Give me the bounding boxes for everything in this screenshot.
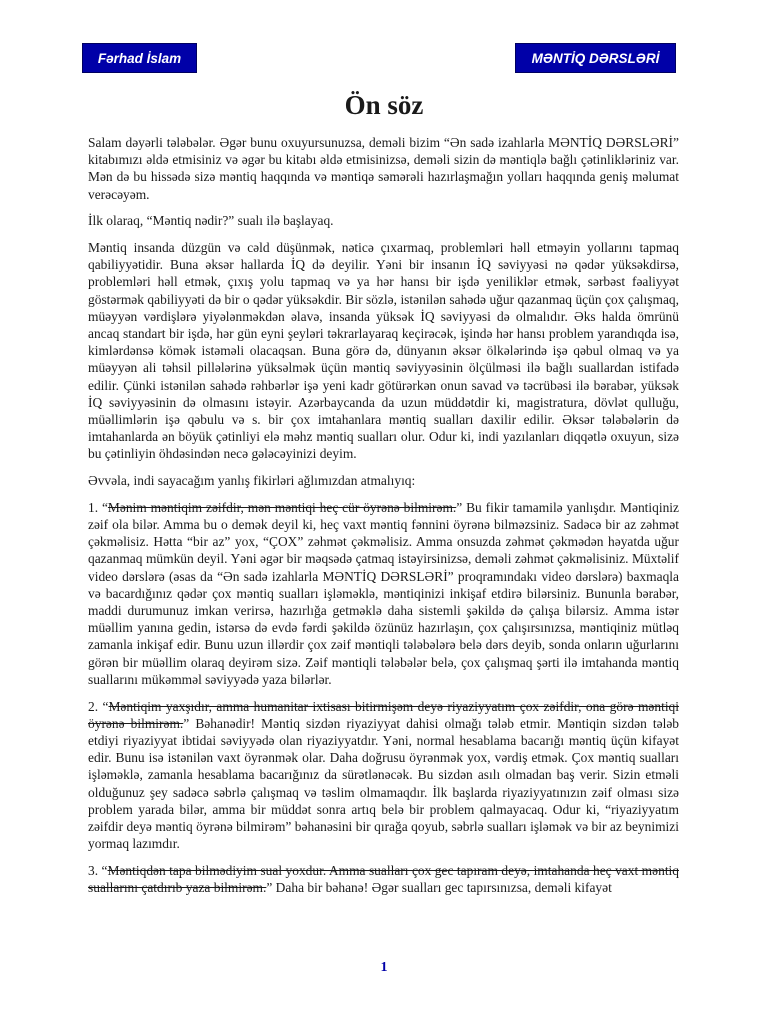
definition-paragraph: Məntiq insanda düzgün və cəld düşünmək, nəticə çıxarmaq, problemləri həll etməyin yollarını tapmaq qabiliyyətidir. Buna əksər hallarda İQ də deyilir. Yəni bir insanın İQ səviyyəsi nə qədər yüksəkdirsə, problemləri həll etmək, çıxış yolu tapmaq və ya hər hansı bir işdə yeniliklər etmək, sərbəst fəaliyyət göstərmək qabiliyyəti də bir o qədər yüksəkdir. Bir sözlə, istənilən sahədə uğur qazanmaq üçün çox çalışmaq, müəyyən vərdişlərə yiyələnməkdən əlavə, insanda yüksək İQ səviyyəsi də olmalıdır. Əks halda ömrünü ancaq standart bir işdə, hər gün eyni şeyləri təkrarlayaraq keçirəcək, işində hər hansı problem yarandıqda isə, kimlərdənsə kömək istəməli olacaqsan. Buna görə də, dünyanın əksər ölkələrində işə qəbul olmaq və ya müəyyən ali təhsil pillələrinə yüksəlmək üçün məntiq səviyyəsinin ölçülməsi ilə bağlı suallardan istifadə edilir. Çünki istənilən sahədə rəhbərlər işə yeni kadr götürərkən onun savad və təcrübəsi ilə bərabər, yüksək İQ səviyyəsinin də olmasını istəyir. Azərbaycanda da uzun müddətdir ki, magistratura, dövlət qulluğu, müəllimlərin işə qəbulu və s. bir çox imtahanlara məntiq sualları daxilir edilir. Əksər tələbələrin də imtahanlarda ən böyük çətinliyi elə məhz məntiq sualları olur. Odur ki, indi yazılanları diqqətlə oxuyun, sizə bu çətinliyin öhdəsindən necə gələcəyinizi deyim.	[88, 240, 679, 462]
intro-paragraph: Salam dəyərli tələbələr. Əgər bunu oxuyursunuzsa, deməli bizim “Ən sadə izahlarla MƏNTİQ DƏRSLƏRİ” kitabımızı əldə etmisiniz və əgər bu kitabı əldə etmisinizsə, deməli sizin də məntiqlə bağlı çətinlikləriniz var. Mən də bu hissədə sizə məntiq haqqında və məntiqə səmərəli hazırlaşmağın yolları haqqında geniş məlumat verəcəyəm.	[88, 135, 679, 202]
open-quote: “	[102, 698, 109, 714]
item-text: ” Bəhanədir! Məntiq sizdən riyaziyyat dahisi olmağı tələb etmir. Məntiqin sizdən tələb etdiyi riyaziyyat ibtidai səviyyədə olan riyaziyyatdır. Yəni, normal hesablama bacarığı məntiq üçün kifayət edir. Bunu isə istənilən vaxt öyrənmək olar. Daha doğrusu öyrənmək yox, vərdiş etmək. Çox məntiq sualları işləməklə, zamanla hesablama bacarığınız da sürətlənəcək. Bu sizdən asılı olmadan baş verir. Sizin etməli olduğunuz şey sadəcə səbrlə çalışmaq və təslim olmamaqdır. İlk başlarda riyaziyyatınızın zəif olması sizə problem yarada bilər, amma bir müddət sonra artıq belə bir problem qalmayacaq. Odur ki, “riyaziyyatım zəifdir deyə məntiq öyrənə bilmirəm” bəhanəsini bir qırağa qoyub, səbrlə sualları işləmək və bir az beynimizi yormaq lazımdır.	[88, 715, 680, 852]
document-body	[88, 134, 679, 906]
page-number: 1	[380, 960, 388, 975]
list-item-1	[88, 499, 679, 688]
open-quote: “	[101, 499, 108, 515]
list-item-2	[88, 698, 679, 853]
item-number: 3.	[88, 862, 99, 878]
item-text: ” Bu fikir tamamilə yanlışdır. Məntiqiniz zəif ola bilər. Amma bu o demək deyil ki, heç vaxt məntiq fənnini öyrənə bilməzsiniz. Sadəcə bir az zəhmət çəkməlisiz. Hətta “bir az” yox, “ÇOX” zəhmət çəkməlisiz. Amma onsuzda zəhmət çəkmədən həyatda uğur qazanmaq mümkün deyil. Yəni əgər bir məqsədə çatmaq istəyirsinizsə, deməli zəhmət çəkməlisiniz. Müxtəlif video dərslərə (əsas da “Ən sadə izahlarla MƏNTİQ DƏRSLƏRİ” proqramındakı video dərslərə) baxmaqla və bacardığınız qədər çox məntiq sualları işləməklə, məntiqinizi inkişaf etdirə bilərsiniz. Bununla bərabər, maddi durumunuz imkan verirsə, hazırlığa getməklə daha sistemli şəkildə də çalışa bilərsiz. Amma istər müəllim yanına gedin, istərsə də evdə fərdi şəkildə özünüz hazırlaşın, çox çalışırsınızsa, məntiqiniz mütləq zamanla inkişaf edir. Bunu uzun illərdir çox zəif məntiqli tələbələrə belə dərs deyib, sonda onların uğurlarını görən bir müəllim olaraq deyirəm sizə. Zəif məntiqli tələbələr belə, çox çalışmaq şərti ilə imtahanda məntiq suallarını mükəmməl səviyyədə yaza bilərlər.	[88, 499, 679, 687]
list-item-3	[88, 862, 679, 896]
struck-quote: Mənim məntiqim zəifdir, mən məntiqi heç cür öyrənə bilmirəm.	[107, 499, 457, 515]
item-number: 2.	[88, 698, 99, 714]
struck-quote: Məntiqdən tapa bilmədiyim sual yoxdur. Amma sualları çox gec tapıram deyə, imtahanda heç vaxt məntiq suallarını çatdırıb yaza bilmirəm.	[88, 862, 679, 896]
misconceptions-intro: Əvvəla, indi sayacağım yanlış fikirləri ağlımızdan atmalıyıq:	[88, 473, 416, 489]
series-tag: MƏNTİQ DƏRSLƏRİ	[515, 43, 676, 73]
open-quote: “	[101, 862, 108, 878]
item-text: ” Daha bir bəhanə! Əgər sualları gec tapırsınızsa, deməli kifayət	[266, 880, 612, 896]
page-title: Ön söz	[344, 90, 424, 120]
question-paragraph: İlk olaraq, “Məntiq nədir?” sualı ilə başlayaq.	[88, 213, 334, 229]
struck-quote: Məntiqim yaxşıdır, amma humanitar ixtisası bitirmişəm deyə riyaziyyatım çox zəifdir, ona görə məntiqi öyrənə bilmirəm.	[88, 698, 680, 731]
author-tag: Fərhad İslam	[82, 43, 197, 73]
item-number: 1.	[88, 499, 99, 515]
